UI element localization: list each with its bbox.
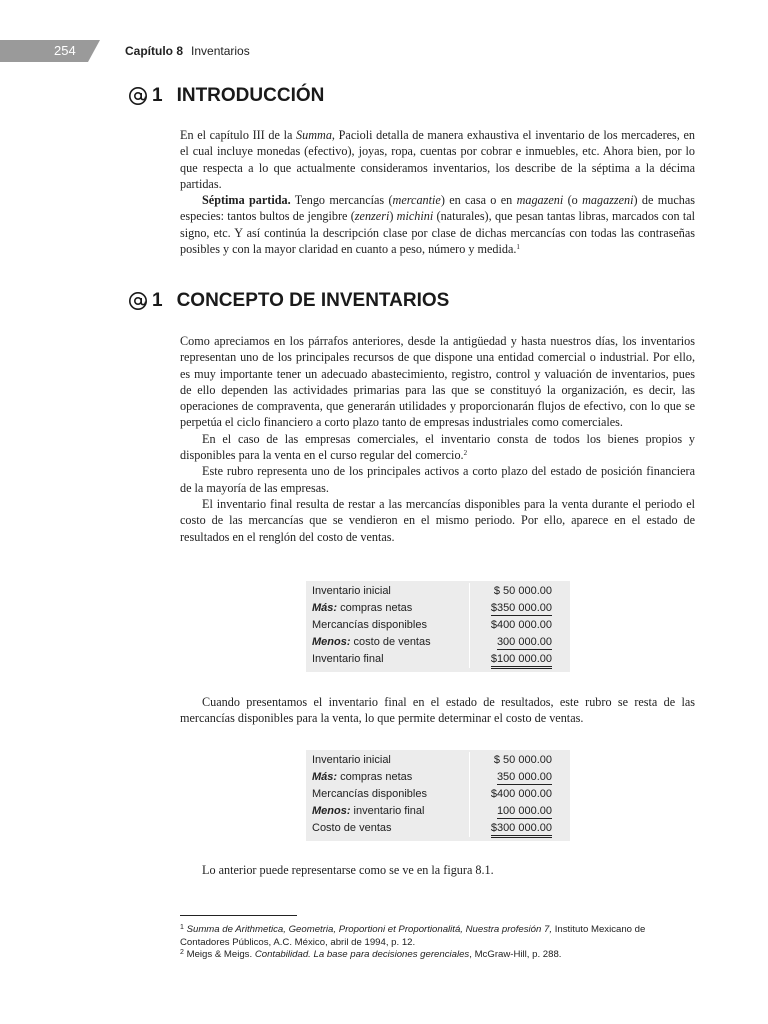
table-row: Costo de ventas $300 000.00 (306, 820, 570, 841)
running-head (125, 44, 250, 58)
section-title: INTRODUCCIÓN (176, 85, 325, 106)
footnote-2: $^2$ Meigs & Meigs. Contabilidad. La base para decisiones gerenciales, McGraw-Hill, p. 288. (180, 949, 562, 960)
concepto-text (180, 333, 695, 545)
footnote-ref-2: 2 (463, 449, 468, 458)
page-number-tab (0, 40, 100, 62)
table-row: Más: compras netas 350 000.00 (306, 769, 570, 786)
page-number: 254 (54, 43, 76, 58)
section-title: CONCEPTO DE INVENTARIOS (176, 290, 450, 311)
concepto-paragraph-5-block (180, 694, 695, 727)
chapter-title: Inventarios (191, 44, 250, 58)
table-row: Mercancías disponibles $400 000.00 (306, 617, 570, 634)
footnotes (180, 924, 695, 962)
table-row: Menos: inventario final 100 000.00 (306, 803, 570, 820)
table-row: Menos: costo de ventas 300 000.00 (306, 634, 570, 651)
concepto-paragraph-4: El inventario final resulta de restar a las mercancías disponibles para la venta durante el periodo el costo de las mercancías que se vendieron en el mismo periodo. Por ello, aparece en el estado de resultados en el renglón del costo de ventas. (180, 496, 695, 544)
footnote-divider (180, 915, 297, 916)
table-row: Más: compras netas $350 000.00 (306, 600, 570, 617)
at-sign-icon (128, 86, 148, 106)
section-heading-concepto (128, 290, 449, 312)
footnote-1: $^1$ Summa de Arithmetica, Geometria, Proportioni et Proportionalitá, Nuestra profesión 7, Instituto Mexicano de Contadores Públicos, A.C. México, abril de 1994, p. 12. (180, 924, 646, 948)
section-number: 1 (152, 85, 163, 106)
at-sign-icon (128, 291, 148, 311)
concepto-paragraph-6: Lo anterior puede representarse como se ve en la figura 8.1. (202, 863, 494, 877)
chapter-label: Capítulo 8 (125, 44, 184, 58)
section-number: 1 (152, 290, 163, 311)
section-heading-introduccion (128, 85, 324, 107)
table-row: Inventario final $100 000.00 (306, 651, 570, 672)
concepto-paragraph-2: En el caso de las empresas comerciales, el inventario consta de todos los bienes propios y disponibles para la venta en el curso regular del comercio.$^2$ (180, 431, 695, 463)
table-row: Inventario inicial $ 50 000.00 (306, 750, 570, 769)
intro-paragraph-2: Séptima partida. Tengo mercancías (mercantie) en casa o en magazeni (o magazzeni) de muchas especies: tantos bultos de jengibre (zenzeri) michini (naturales), que pesan tantas libras, marcados con tal signo, etc. Y así continúa la descripción clase por clase de dichas mercancías con todas las contraseñas posibles y con la mayor claridad en cuanto a peso, número y medida.$^1$ (180, 193, 696, 257)
footnote-ref-1: 1 (516, 243, 520, 252)
concepto-paragraph-1: Como apreciamos en los párrafos anteriores, desde la antigüedad y hasta nuestros días, los inventarios representan uno de los principales recursos de que dispone una entidad comercial o industrial. Por ello, es muy importante tener un adecuado abastecimiento, registro, control y valuación de inventarios, pues de ello dependen las actividades primarias para las que se constituyó la organización, es decir, las operaciones de compraventa, que generarán utilidades y proporcionarán flujos de efectivo, con lo que se perpetúa el ciclo financiero a corto plazo tanto de empresas industriales como comerciales. (180, 334, 695, 430)
concepto-paragraph-5: Cuando presentamos el inventario final en el estado de resultados, este rubro se resta de las mercancías disponibles para la venta, lo que permite determinar el costo de ventas. (180, 695, 695, 726)
table-row: Inventario inicial $ 50 000.00 (306, 581, 570, 600)
intro-paragraph-1: En el capítulo III de la Summa, Pacioli detalla de manera exhaustiva el inventario de los mercaderes, en el cual incluye monedas (efectivo), joyas, ropa, cuentas por cobrar e inmuebles, etc. Ahora bien, por lo que respecta a lo que actualmente consideramos inventarios, los describe de la séptima a la décima partidas. (180, 128, 695, 191)
intro-text (180, 127, 695, 257)
inventory-table-1 (306, 581, 570, 672)
concepto-paragraph-3: Este rubro representa uno de los principales activos a corto plazo del estado de posición financiera de la mayoría de las empresas. (180, 464, 695, 495)
table-row: Mercancías disponibles $400 000.00 (306, 786, 570, 803)
inventory-table-2 (306, 750, 570, 841)
concepto-paragraph-6-block (180, 862, 695, 878)
